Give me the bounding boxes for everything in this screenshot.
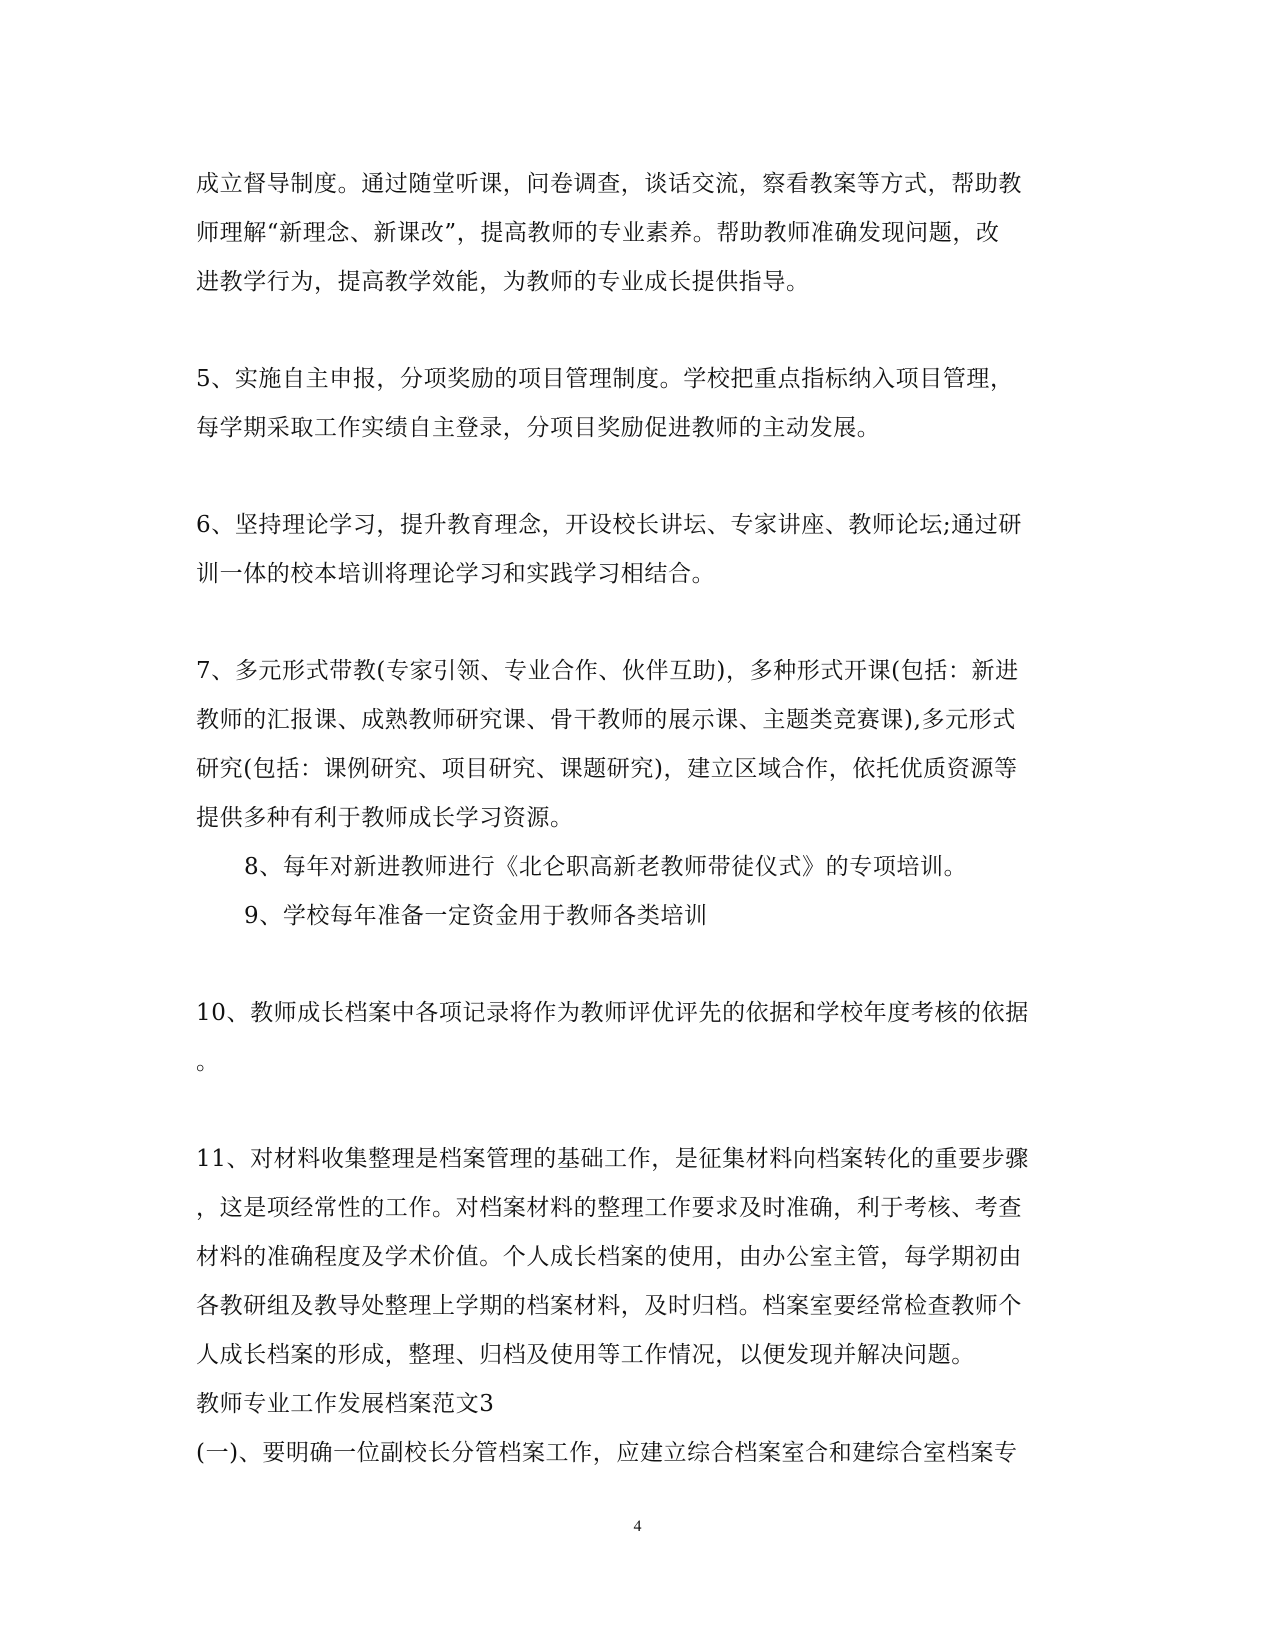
text-line: 9、学校每年准备一定资金用于教师各类培训 <box>244 903 708 929</box>
text-line: 8、每年对新进教师进行《北仑职高新老教师带徒仪式》的专项培训。 <box>244 854 968 880</box>
text-line: 各教研组及教导处整理上学期的档案材料，及时归档。档案室要经常检查教师个 <box>196 1293 1022 1319</box>
text-line: 10、教师成长档案中各项记录将作为教师评优评先的依据和学校年度考核的依据 <box>196 1000 1029 1026</box>
paragraph-item-9 <box>196 892 1076 941</box>
paragraph-item-8 <box>196 843 1076 892</box>
text-line: 。 <box>196 1049 220 1075</box>
text-line: 11、对材料收集整理是档案管理的基础工作，是征集材料向档案转化的重要步骤 <box>196 1146 1029 1172</box>
text-line: (一)、要明确一位副校长分管档案工作，应建立综合档案室合和建综合室档案专 <box>196 1440 1018 1466</box>
text-line: 训一体的校本培训将理论学习和实践学习相结合。 <box>196 561 716 587</box>
paragraph-section-1 <box>196 1429 1076 1478</box>
text-line: 成立督导制度。通过随堂听课，问卷调查，谈话交流，察看教案等方式，帮助教 <box>196 171 1022 197</box>
text-line: 5、实施自主申报，分项奖励的项目管理制度。学校把重点指标纳入项目管理， <box>196 366 1014 392</box>
text-line: 6、坚持理论学习，提升教育理念，开设校长讲坛、专家讲座、教师论坛;通过研 <box>196 512 1022 538</box>
paragraph-item-10 <box>196 989 1076 1087</box>
text-line: 教师的汇报课、成熟教师研究课、骨干教师的展示课、主题类竞赛课),多元形式 <box>196 707 1016 733</box>
paragraph-item-7 <box>196 647 1076 843</box>
text-line: 材料的准确程度及学术价值。个人成长档案的使用，由办公室主管，每学期初由 <box>196 1244 1022 1270</box>
document-body <box>196 160 1076 1478</box>
heading-text: 教师专业工作发展档案范文3 <box>196 1391 495 1417</box>
paragraph-supervision <box>196 160 1076 307</box>
paragraph-item-11 <box>196 1135 1076 1380</box>
text-line: 人成长档案的形成，整理、归档及使用等工作情况，以便发现并解决问题。 <box>196 1342 975 1368</box>
text-line: 研究(包括：课例研究、项目研究、课题研究)，建立区域合作，依托优质资源等 <box>196 756 1018 782</box>
paragraph-item-6 <box>196 501 1076 599</box>
section-heading <box>196 1380 1076 1429</box>
text-line: 师理解“新理念、新课改”，提高教师的专业素养。帮助教师准确发现问题，改 <box>196 220 1000 246</box>
text-line: 7、多元形式带教(专家引领、专业合作、伙伴互助)，多种形式开课(包括：新进 <box>196 658 1019 684</box>
text-line: ，这是项经常性的工作。对档案材料的整理工作要求及时准确，利于考核、考查 <box>196 1195 1022 1221</box>
page-number: 4 <box>633 1518 642 1535</box>
text-line: 进教学行为，提高教学效能，为教师的专业成长提供指导。 <box>196 269 810 295</box>
paragraph-item-5 <box>196 355 1076 453</box>
text-line: 提供多种有利于教师成长学习资源。 <box>196 805 574 831</box>
text-line: 每学期采取工作实绩自主登录，分项目奖励促进教师的主动发展。 <box>196 415 881 441</box>
